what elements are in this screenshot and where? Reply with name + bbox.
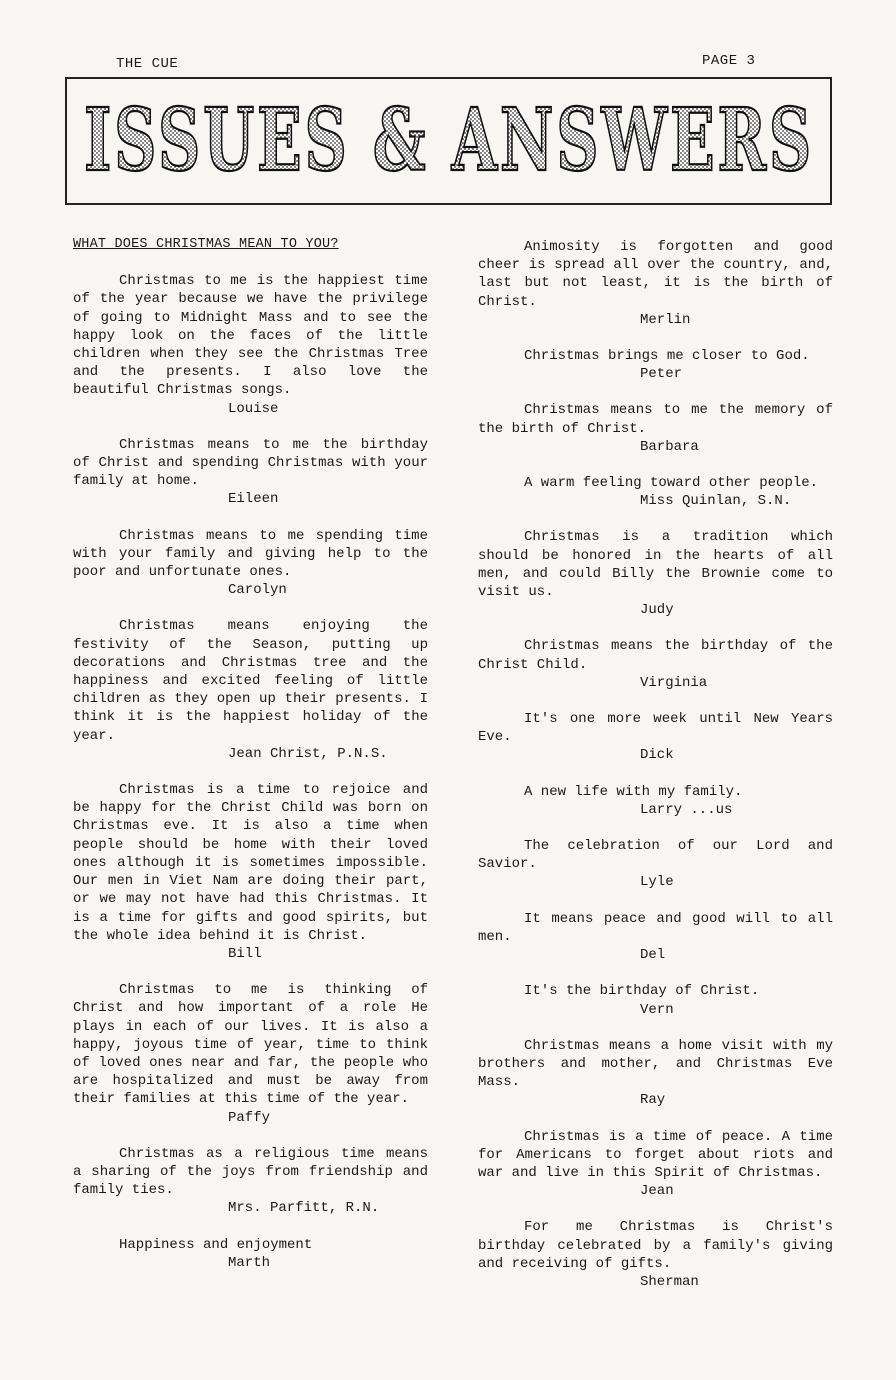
response-entry [73, 436, 428, 509]
response-entry [478, 1218, 833, 1291]
response-text: It means peace and good will to all men. [478, 910, 833, 945]
response-text: A new life with my family. [524, 783, 743, 800]
banner-title-graphic [74, 86, 824, 196]
response-author: Merlin [640, 311, 691, 328]
response-text: Christmas means the birthday of the Christ Child. [478, 638, 833, 673]
response-entry [478, 837, 833, 892]
response-text: The celebration of our Lord and Savior. [478, 838, 833, 873]
response-author: Virginia [640, 674, 708, 691]
response-text: It's one more week until New Years Eve. [478, 711, 833, 746]
response-entry [478, 710, 833, 765]
response-text: Christmas to me is the happiest time of the year because we have the privilege of going to Midnight Mass and to see the happy look on the faces of the little children when they see the Christmas Tree and the presents. I also love the beautiful Christmas songs. [73, 273, 428, 399]
response-text: Christmas is a time of peace. A time for Americans to forget about riots and war and live in this Spirit of Christmas. [478, 1128, 833, 1181]
response-author: Peter [640, 366, 683, 383]
response-author: Bill [228, 945, 262, 962]
response-entry [478, 910, 833, 965]
response-author: Paffy [228, 1109, 271, 1126]
response-text: Christmas is a tradition which should be honored in the hearts of all men, and could Billy the Brownie come to visit us. [478, 529, 833, 601]
response-author: Vern [640, 1001, 674, 1018]
response-text: Happiness and enjoyment [119, 1236, 313, 1253]
response-entry [73, 1236, 428, 1272]
response-entry [478, 238, 833, 329]
response-author: Louise [228, 400, 279, 417]
response-text: Christmas means to me the birthday of Christ and spending Christmas with your family at home. [73, 436, 428, 490]
response-author: Barbara [640, 438, 699, 455]
response-entry [73, 527, 428, 600]
response-text: It's the birthday of Christ. [524, 983, 760, 1000]
response-author: Miss Quinlan, S.N. [640, 493, 792, 510]
response-text: Christmas means to me spending time with your family and giving help to the poor and unfortunate ones. [73, 527, 428, 581]
response-entry [73, 1145, 428, 1218]
response-author: Marth [228, 1254, 271, 1271]
page-number: PAGE 3 [702, 53, 756, 69]
response-entry [478, 1037, 833, 1110]
response-text: Christmas means enjoying the festivity of the Season, putting up decorations and Christmas tree and the happiness and excited feeling of little children as they open up their presents. I think it is the happiest holiday of the year. [73, 618, 428, 744]
response-text: Christmas to me is thinking of Christ and how important of a role He plays in each of our lives. It is also a happy, joyous time of year, time to think of loved ones near and far, the people who are hospitalized and must be away from their families at this time of the year. [73, 982, 428, 1108]
response-entry [478, 528, 833, 619]
response-author: Judy [640, 602, 674, 619]
left-column [73, 236, 428, 1290]
response-entry [73, 617, 428, 763]
response-text: Christmas means a home visit with my brothers and mother, and Christmas Eve Mass. [478, 1037, 833, 1091]
banner-title: ISSUES & ANSWERS [83, 90, 814, 191]
response-entry [478, 474, 833, 510]
response-author: Dick [640, 747, 674, 764]
response-entry [478, 982, 833, 1018]
response-author: Mrs. Parfitt, R.N. [228, 1200, 380, 1217]
response-author: Lyle [640, 874, 674, 891]
response-author: Del [640, 947, 666, 964]
response-text: Christmas brings me closer to God. [524, 348, 810, 365]
response-entry [478, 637, 833, 692]
question-heading: WHAT DOES CHRISTMAS MEAN TO YOU? [73, 237, 339, 252]
response-author: Carolyn [228, 582, 287, 599]
response-text: Christmas as a religious time means a sharing of the joys from friendship and family ties. [73, 1145, 428, 1199]
response-entry [478, 347, 833, 383]
response-author: Sherman [640, 1273, 699, 1290]
response-text: For me Christmas is Christ's birthday celebrated by a family's giving and receiving of gifts. [478, 1219, 833, 1272]
response-text: Christmas is a time to rejoice and be happy for the Christ Child was born on Christmas eve. It is also a time when people should be home with their loved ones although it is sometimes impossible. Our men in Viet Nam are doing their part, or we may not have had this Christmas. It is a time for gifts and good spirits, but the whole idea behind it is Christ. [73, 782, 428, 944]
response-entry [478, 401, 833, 456]
response-text: Christmas means to me the memory of the birth of Christ. [478, 402, 833, 437]
right-column [478, 236, 833, 1309]
banner [65, 77, 832, 205]
response-author: Eileen [228, 491, 279, 508]
response-entry [73, 781, 428, 963]
publication-name: THE CUE [116, 56, 179, 72]
response-entry [478, 783, 833, 819]
response-author: Jean [640, 1183, 674, 1200]
response-text: A warm feeling toward other people. [524, 475, 819, 492]
response-entry [73, 981, 428, 1127]
response-author: Larry ...us [640, 801, 733, 818]
response-author: Ray [640, 1092, 666, 1109]
response-text: Animosity is forgotten and good cheer is spread all over the country, and, last but not least, it is the birth of Christ. [478, 239, 833, 310]
response-entry [478, 1128, 833, 1201]
response-entry [73, 272, 428, 418]
response-author: Jean Christ, P.N.S. [228, 745, 388, 762]
